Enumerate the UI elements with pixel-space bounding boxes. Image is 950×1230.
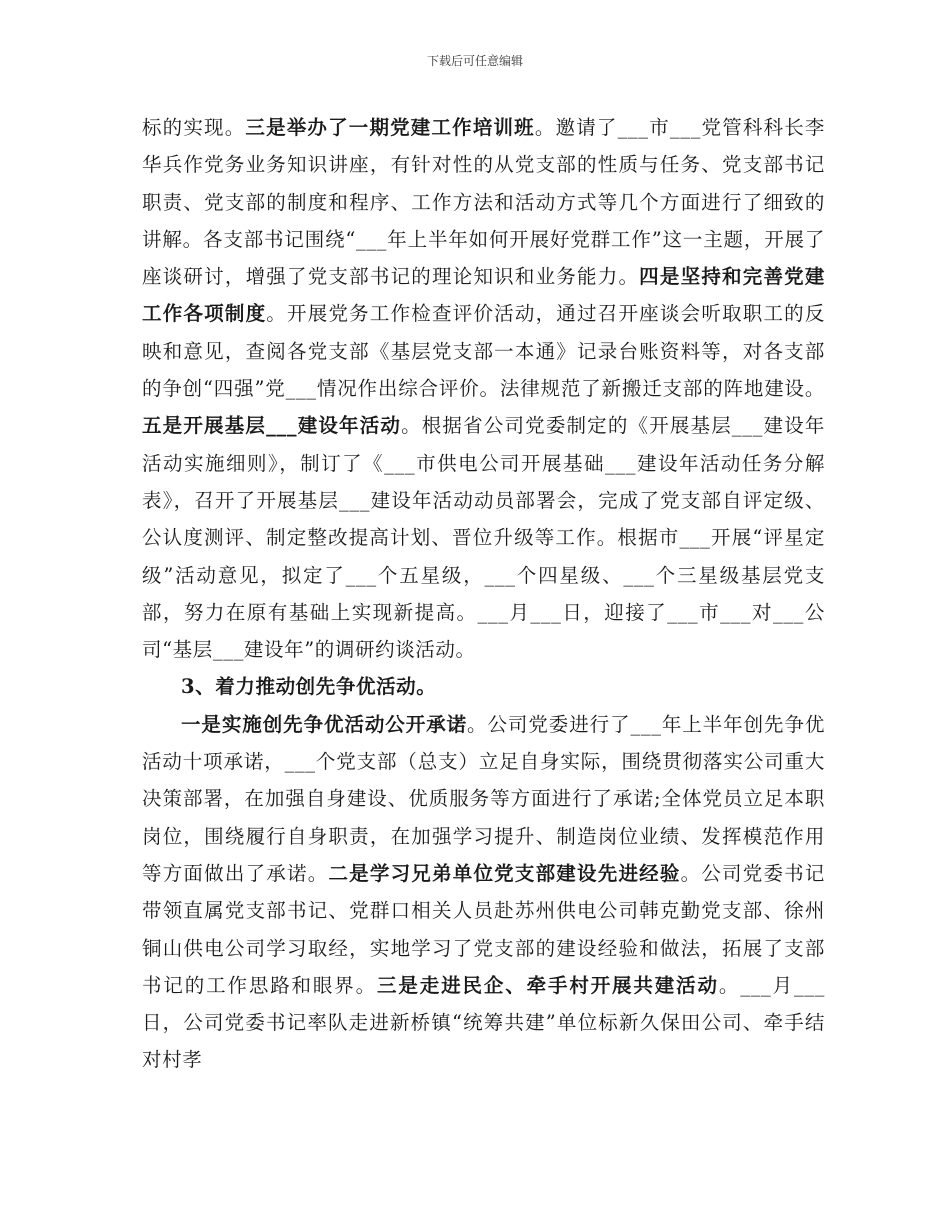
bold-heading-run: 一是实施创先争优活动公开承诺	[181, 712, 468, 736]
text-run: 标的实现。	[142, 116, 246, 139]
page-header: 下载后可任意编辑	[426, 54, 523, 68]
section-heading-text: 3、着力推动创先争优活动。	[181, 675, 437, 699]
bold-heading-run: 五是开展基层___建设年活动	[142, 414, 402, 438]
bold-heading-run: 三是走进民企、牵手村开展共建活动	[377, 973, 719, 997]
paragraph	[142, 706, 825, 1079]
section-heading	[142, 668, 825, 705]
bold-heading-run: 四是坚持和完善党建工作各项制度	[142, 265, 825, 326]
text-run: 。开展党务工作检查评价活动，通过召开座谈会听取职工的反映和意见，查阅各党支部《基层党支部一本通》记录台账资料等，对各支部的争创“四强”党___情况作出综合评价。法律规范了新搬迁支部的阵地建设。	[142, 302, 825, 401]
text-run: 。邀请了___市___党管科科长李华兵作党务业务知识讲座，有针对性的从党支部的性质与任务、党支部书记职责、党支部的制度和程序、工作方法和活动方式等几个方面进行了细致的讲解。各支部书记围绕“___年上半年如何开展好党群工作”这一主题，开展了座谈研讨，增强了党支部书记的理论知识和业务能力。	[142, 116, 825, 289]
bold-heading-run: 二是学习兄弟单位党支部建设先进经验	[328, 861, 681, 885]
text-run: 。公司党委进行了___年上半年创先争优活动十项承诺，___个党支部（总支）立足自身实际，围绕贯彻落实公司重大决策部署，在加强自身建设、优质服务等方面进行了承诺;全体党员立足本职岗位，围绕履行自身职责，在加强学习提升、制造岗位业绩、发挥模范作用等方面做出了承诺。	[142, 712, 825, 885]
bold-heading-run: 三是举办了一期党建工作培训班	[245, 116, 535, 139]
document-body	[142, 109, 825, 1079]
text-run: 。___月___日，公司党委书记率队走进新桥镇“统筹共建”单位标新久保田公司、牵手结对村孝	[142, 973, 825, 1072]
text-run: 。根据省公司党委制定的《开展基层___建设年活动实施细则》，制订了《___市供电公司开展基础___建设年活动任务分解表》，召开了开展基层___建设年活动动员部署会，完成了党支部自评定级、公认度测评、制定整改提高计划、晋位升级等工作。根据市___开展“评星定级”活动意见，拟定了___个五星级，___个四星级、___个三星级基层党支部，努力在原有基础上实现新提高。___月___日，迎接了___市___对___公司“基层___建设年”的调研约谈活动。	[142, 414, 825, 662]
text-run: 。公司党委书记带领直属党支部书记、党群口相关人员赴苏州供电公司韩克勤党支部、徐州铜山供电公司学习取经，实地学习了党支部的建设经验和做法，拓展了支部书记的工作思路和眼界。	[142, 861, 826, 997]
paragraph	[142, 109, 825, 668]
